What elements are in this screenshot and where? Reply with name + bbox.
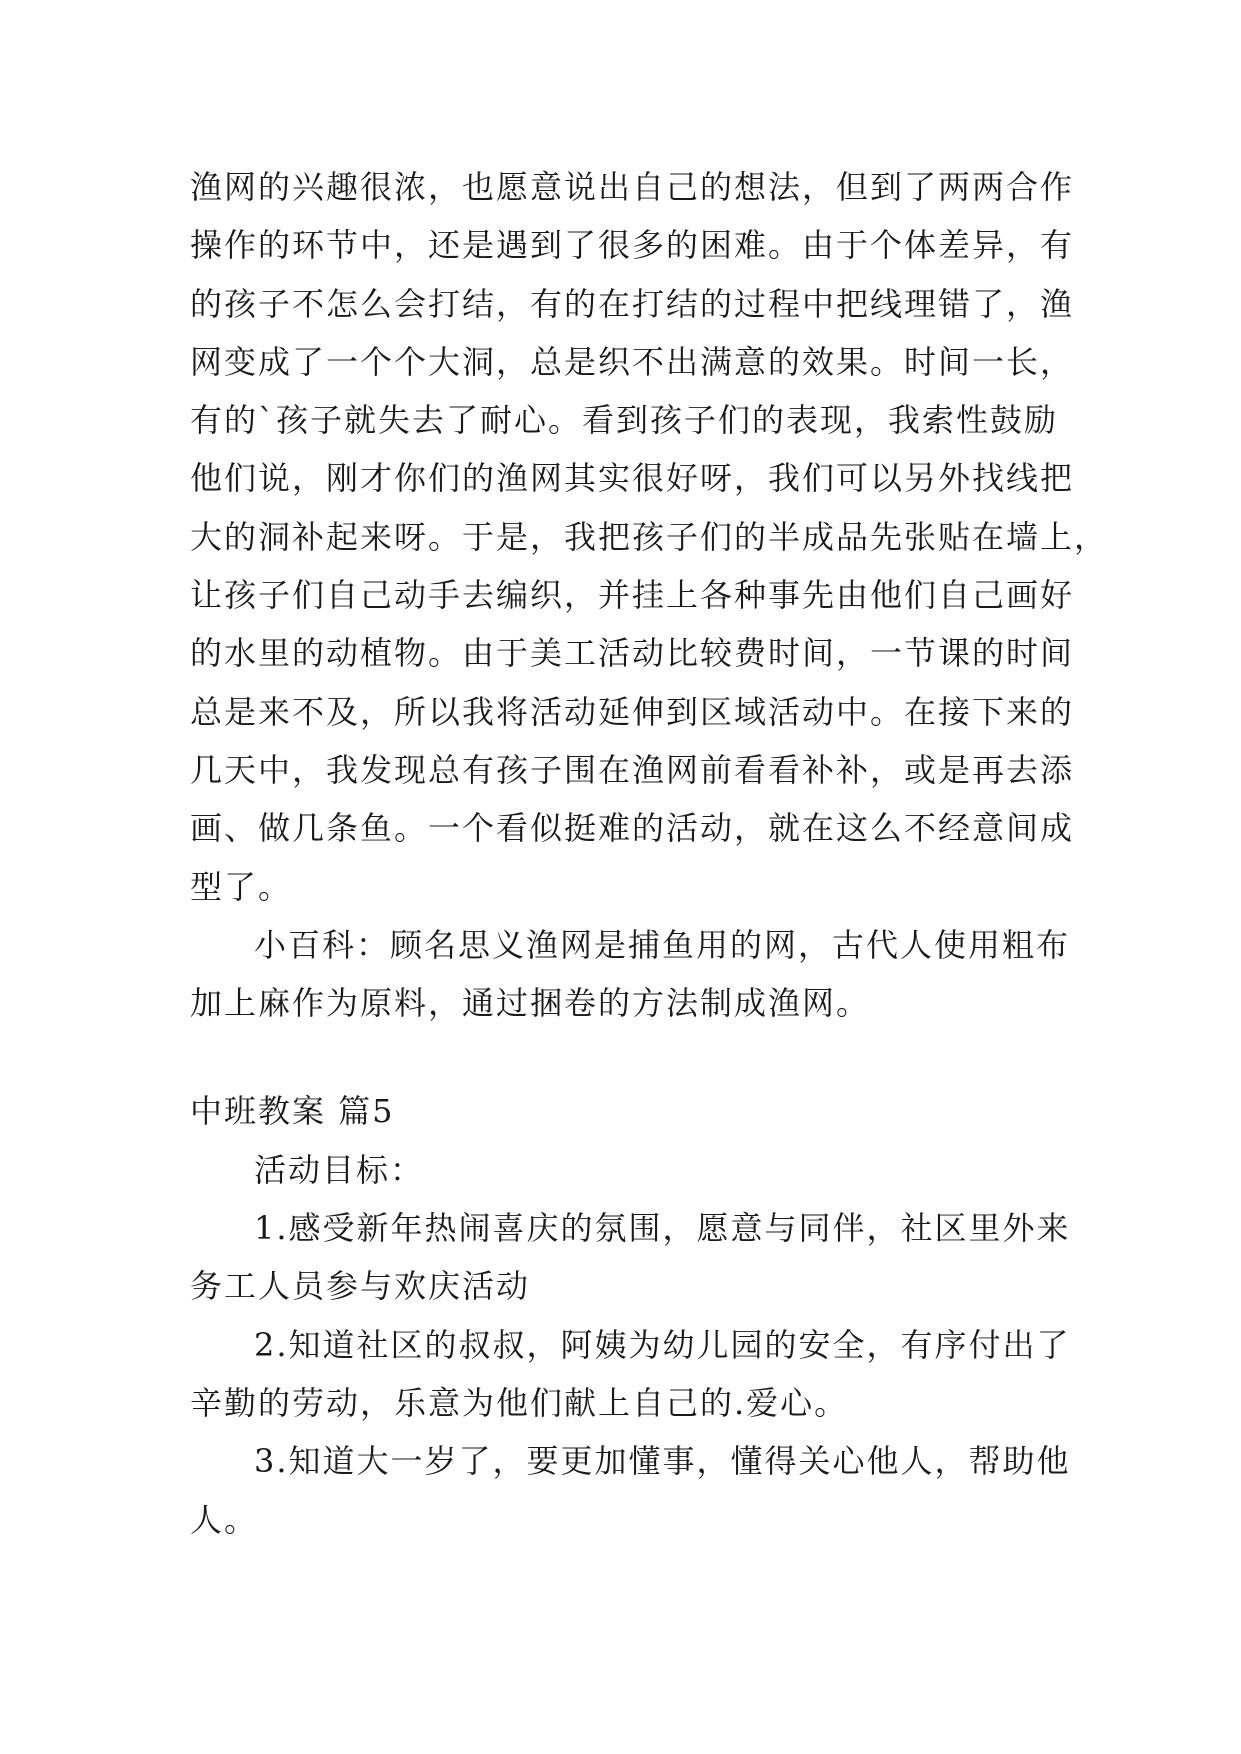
text-line: 务工人员参与欢庆活动 [190, 1267, 531, 1306]
text-line: 让孩子们自己动手去编织，并挂上各种事先由他们自己画好 [190, 576, 1075, 615]
text-line: 2.知道社区的叔叔，阿姨为幼儿园的安全，有序付出了 [254, 1325, 1071, 1364]
section-title: 中班教案 篇5 [190, 1092, 395, 1131]
spacer [190, 1032, 1060, 1082]
document-page [190, 158, 1109, 1549]
paragraph-fishing-net-activity [190, 158, 1109, 916]
text-line: 辛勤的劳动，乐意为他们献上自己的.爱心。 [190, 1383, 849, 1422]
text-line: 画、做几条鱼。一个看似挺难的活动，就在这么不经意间成 [190, 809, 1075, 848]
text-line: 总是来不及，所以我将活动延伸到区域活动中。在接下来的 [190, 692, 1075, 731]
text-line: 大的洞补起来呀。于是，我把孩子们的半成品先张贴在墙上， [190, 517, 1109, 556]
text-line: 渔网的兴趣很浓，也愿意说出自己的想法，但到了两两合作 [190, 168, 1075, 206]
goals-heading: 活动目标： [254, 1150, 425, 1189]
goal-item-2 [190, 1316, 1071, 1433]
text-line: 型了。 [190, 867, 293, 906]
text-line: 操作的环节中，还是遇到了很多的困难。由于个体差异，有 [190, 226, 1075, 265]
goal-item-3 [190, 1432, 1071, 1549]
goal-item-1 [190, 1199, 1071, 1316]
text-line: 几天中，我发现总有孩子围在渔网前看看补补，或是再去添 [190, 750, 1075, 789]
text-line: 人。 [190, 1500, 259, 1539]
text-line: 小百科：顾名思义渔网是捕鱼用的网，古代人使用粗布 [254, 925, 1071, 964]
paragraph-encyclopedia [190, 916, 1071, 1033]
text-line: 的孩子不怎么会打结，有的在打结的过程中把线理错了，渔 [190, 284, 1075, 323]
text-line: 3.知道大一岁了，要更加懂事，懂得关心他人，帮助他 [254, 1442, 1071, 1481]
text-line: 加上麻作为原料，通过捆卷的方法制成渔网。 [190, 984, 871, 1023]
text-line: 1.感受新年热闹喜庆的氛围，愿意与同伴，社区里外来 [254, 1209, 1071, 1248]
text-line: 他们说，刚才你们的渔网其实很好呀，我们可以另外找线把 [190, 459, 1075, 498]
text-line: 的水里的动植物。由于美工活动比较费时间，一节课的时间 [190, 634, 1075, 673]
text-line: 有的`孩子就失去了耐心。看到孩子们的表现，我索性鼓励 [190, 401, 1059, 440]
text-line: 网变成了一个个大洞，总是织不出满意的效果。时间一长， [190, 342, 1075, 381]
